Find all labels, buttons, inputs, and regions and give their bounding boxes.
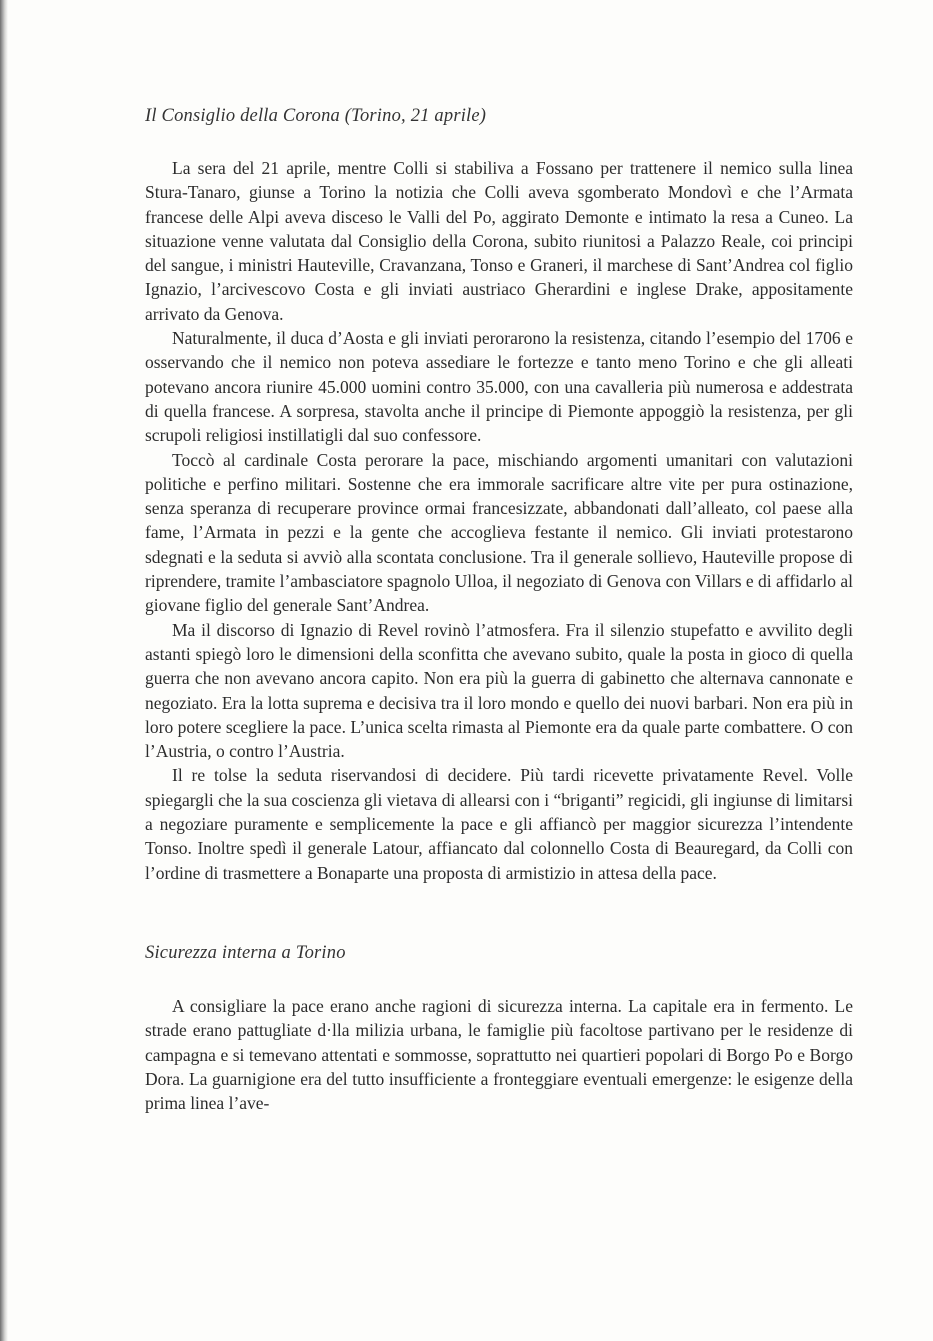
paragraph: Ma il discorso di Ignazio di Revel rovinò l’atmosfera. Fra il silenzio stupefatto e avvilito degli astanti spiegò loro le dimensioni della sconfitta che avevano subito, quale la posta in gioco di quella guerra che non avevano ancora capito. Non era più la guerra di gabinetto che alternava cannonate e negoziato. Era la lotta suprema e decisiva tra il loro mondo e quello dei nuovi barbari. Non era più in loro potere scegliere la pace. L’unica scelta rimasta al Piemonte era da quale parte combattere. O con l’Austria, o contro l’Austria.	[145, 619, 853, 762]
paragraph: La sera del 21 aprile, mentre Colli si stabiliva a Fossano per trattenere il nemico sulla linea Stura-Tanaro, giunse a Torino la notizia che Colli aveva sgomberato Mondovì e che l’Armata francese delle Alpi aveva disceso le Valli del Po, aggirato Demonte e intimato la resa a Cuneo. La situazione venne valutata dal Consiglio della Corona, subito riunitosi a Palazzo Reale, coi principi del sangue, i ministri Hauteville, Cravanzana, Tonso e Graneri, il marchese di Sant’Andrea col figlio Ignazio, l’arcivescovo Costa e gli inviati austriaco Gherardini e inglese Drake, appositamente arrivato da Genova.	[145, 158, 853, 324]
paragraph: A consigliare la pace erano anche ragioni di sicurezza interna. La capitale era in fermento. Le strade erano pattugliate d·lla milizia urbana, le famiglie più facoltose partivano per le residenze di campagna e si temevano attentati e sommosse, soprattutto nei quartieri popolari di Borgo Po e Borgo Dora. La guarnigione era del tutto insufficiente a fronteggiare eventuali emergenze: le esigenze della prima linea l’ave-	[145, 995, 853, 1114]
paragraph: Toccò al cardinale Costa perorare la pace, mischiando argomenti umanitari con valutazioni politiche e perfino militari. Sostenne che era immorale sacrificare altre vite per pura ostinazione, senza speranza di recuperare province ormai francesizzate, abbandonati dall’alleato, col paese alla fame, l’Armata in pezzi e la gente che accoglieva festante il nemico. Gli inviati protestarono sdegnati e la seduta si avviò alla scontata conclusione. Tra il generale sollievo, Hauteville propose di riprendere, tramite l’ambasciatore spagnolo Ulloa, il negoziato di Genova con Villars e di affidarlo al giovane figlio del generale Sant’Andrea.	[145, 449, 853, 616]
section-body-sicurezza	[145, 994, 853, 1115]
paragraph: Il re tolse la seduta riservandosi di decidere. Più tardi ricevette privatamente Revel. Volle spiegargli che la sua coscienza gli vietava di allearsi con i “briganti” regicidi, gli ingiunse di limitarsi a negoziare puramente e semplicemente la pace e gli affiancò per maggior sicurezza l’intendente Tonso. Inoltre spedì il generale Latour, affiancato dal colonnello Costa di Beauregard, da Colli con l’ordine di trasmettere a Bonaparte una proposta di armistizio in attesa della pace.	[145, 765, 853, 883]
section-body-consiglio	[145, 156, 853, 885]
section-title-sicurezza: Sicurezza interna a Torino	[145, 942, 346, 963]
section-title-consiglio: Il Consiglio della Corona (Torino, 21 aprile)	[145, 106, 487, 126]
book-page	[145, 104, 853, 1115]
paragraph: Naturalmente, il duca d’Aosta e gli inviati perorarono la resistenza, citando l’esempio del 1706 e osservando che il nemico non poteva assediare le fortezze e tanto meno Torino e che gli alleati potevano ancora riunire 45.000 uomini contro 35.000, con una cavalleria più numerosa e addestrata di quella francese. A sorpresa, stavolta anche il principe di Piemonte appoggiò la resistenza, per gli scrupoli religiosi instillatigli dal suo confessore.	[145, 328, 853, 446]
page-binding-edge	[0, 0, 8, 1341]
